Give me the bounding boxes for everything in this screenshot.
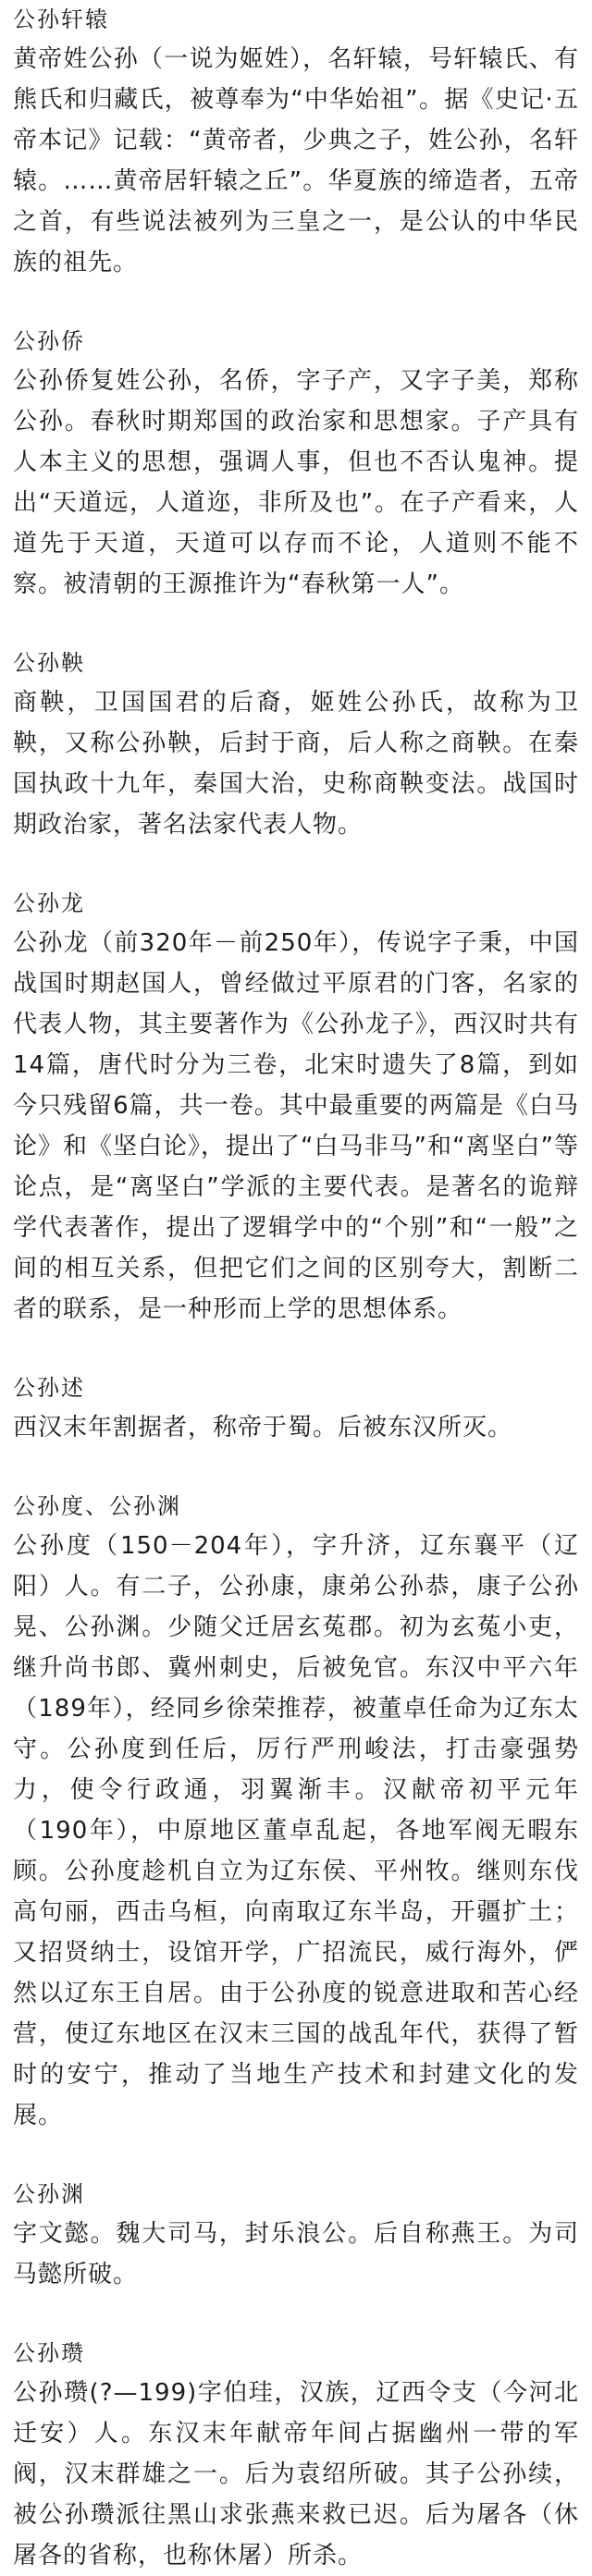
entry-title: 公孙侨 (13, 328, 85, 354)
entry-title: 公孙渊 (13, 2181, 85, 2207)
entry-body: 公孙度（150－204年），字升济，辽东襄平（辽阳）人。有二子，公孙康，康弟公孙恭，康子公孙晃、公孙渊。少随父迁居玄菟郡。初为玄菟小吏，继升尚书郎、冀州刺史，后被免官。东汉中平六年（189年），经同乡徐荣推荐，被董卓任命为辽东太守。公孙度到任后，厉行严刑峻法，打击豪强势力，使令行政通，羽翼渐丰。汉献帝初平元年（190年），中原地区董卓乱起，各地军阀无暇东顾。公孙度趁机自立为辽东侯、平州牧。继则东伐高句丽，西击乌桓，向南取辽东半岛，开疆扩土；又招贤纳士，设馆开学，广招流民，威行海外，俨然以辽东王自居。由于公孙度的锐意进取和苦心经营，使辽东地区在汉末三国的战乱年代，获得了暂时的安宁，推动了当地生产技术和封建文化的发展。 (13, 1532, 579, 2129)
entry-gongsun-qiao (13, 325, 579, 605)
entry-gongsun-shu (13, 1372, 579, 1448)
entry-title: 公孙瓒 (13, 2340, 85, 2366)
entry-body: 字文懿。魏大司马，封乐浪公。后自称燕王。为司马懿所破。 (13, 2220, 579, 2288)
entry-gongsun-long (13, 888, 579, 1330)
entry-body: 黄帝姓公孙（一说为姬姓），名轩辕，号轩辕氏、有熊氏和归藏氏，被尊奉为“中华始祖”。据《史记·五帝本记》记载：“黄帝者，少典之子，姓公孙，名轩辕。……黄帝居轩辕之丘”。华夏族的缔造者，五帝之首，有些说法被列为三皇之一，是公认的中华民族的祖先。 (13, 45, 579, 276)
entry-title: 公孙述 (13, 1375, 85, 1401)
entry-body: 商鞅，卫国国君的后裔，姬姓公孙氏，故称为卫鞅，又称公孙鞅，后封于商，后人称之商鞅。在秦国执政十九年，秦国大治，史称商鞅变法。战国时期政治家，著名法家代表人物。 (13, 689, 579, 839)
entry-gongsun-xuanyuan (13, 4, 579, 283)
entry-body: 西汉末年割据者，称帝于蜀。后被东汉所灭。 (13, 1414, 513, 1441)
entry-gongsun-du (13, 1490, 579, 2136)
entry-title: 公孙龙 (13, 890, 85, 916)
entry-title: 公孙鞅 (13, 650, 85, 676)
entry-title: 公孙度、公孙渊 (13, 1493, 181, 1519)
entry-gongsun-yang (13, 647, 579, 845)
entry-gongsun-zan (13, 2337, 579, 2576)
entry-title: 公孙轩辕 (13, 6, 109, 32)
entry-gongsun-yuan (13, 2178, 579, 2295)
entry-body: 公孙瓒(?—199)字伯珪，汉族，辽西令支（今河北迁安）人。东汉末年献帝年间占据幽州一带的军阀，汉末群雄之一。后为袁绍所破。其子公孙续，被公孙瓒派往黑山求张燕来救已迟。后为屠各（休屠各的省称，也称休屠）所杀。 (13, 2379, 579, 2570)
entry-body: 公孙龙（前320年－前250年），传说字子秉，中国战国时期赵国人，曾经做过平原君的门客，名家的代表人物，其主要著作为《公孙龙子》，西汉时共有14篇，唐代时分为三卷，北宋时遗失了8篇，到如今只残留6篇，共一卷。其中最重要的两篇是《白马论》和《坚白论》，提出了“白马非马”和“离坚白”等论点，是“离坚白”学派的主要代表。是著名的诡辩学代表著作，提出了逻辑学中的“个别”和“一般”之间的相互关系，但把它们之间的区别夸大，割断二者的联系，是一种形而上学的思想体系。 (13, 929, 579, 1323)
entry-body: 公孙侨复姓公孙，名侨，字子产，又字子美，郑称公孙。春秋时期郑国的政治家和思想家。子产具有人本主义的思想，强调人事，但也不否认鬼神。提出“天道远，人道迩，非所及也”。在子产看来，人道先于天道，天道可以存而不论，人道则不能不察。被清朝的王源推许为“春秋第一人”。 (13, 367, 579, 598)
